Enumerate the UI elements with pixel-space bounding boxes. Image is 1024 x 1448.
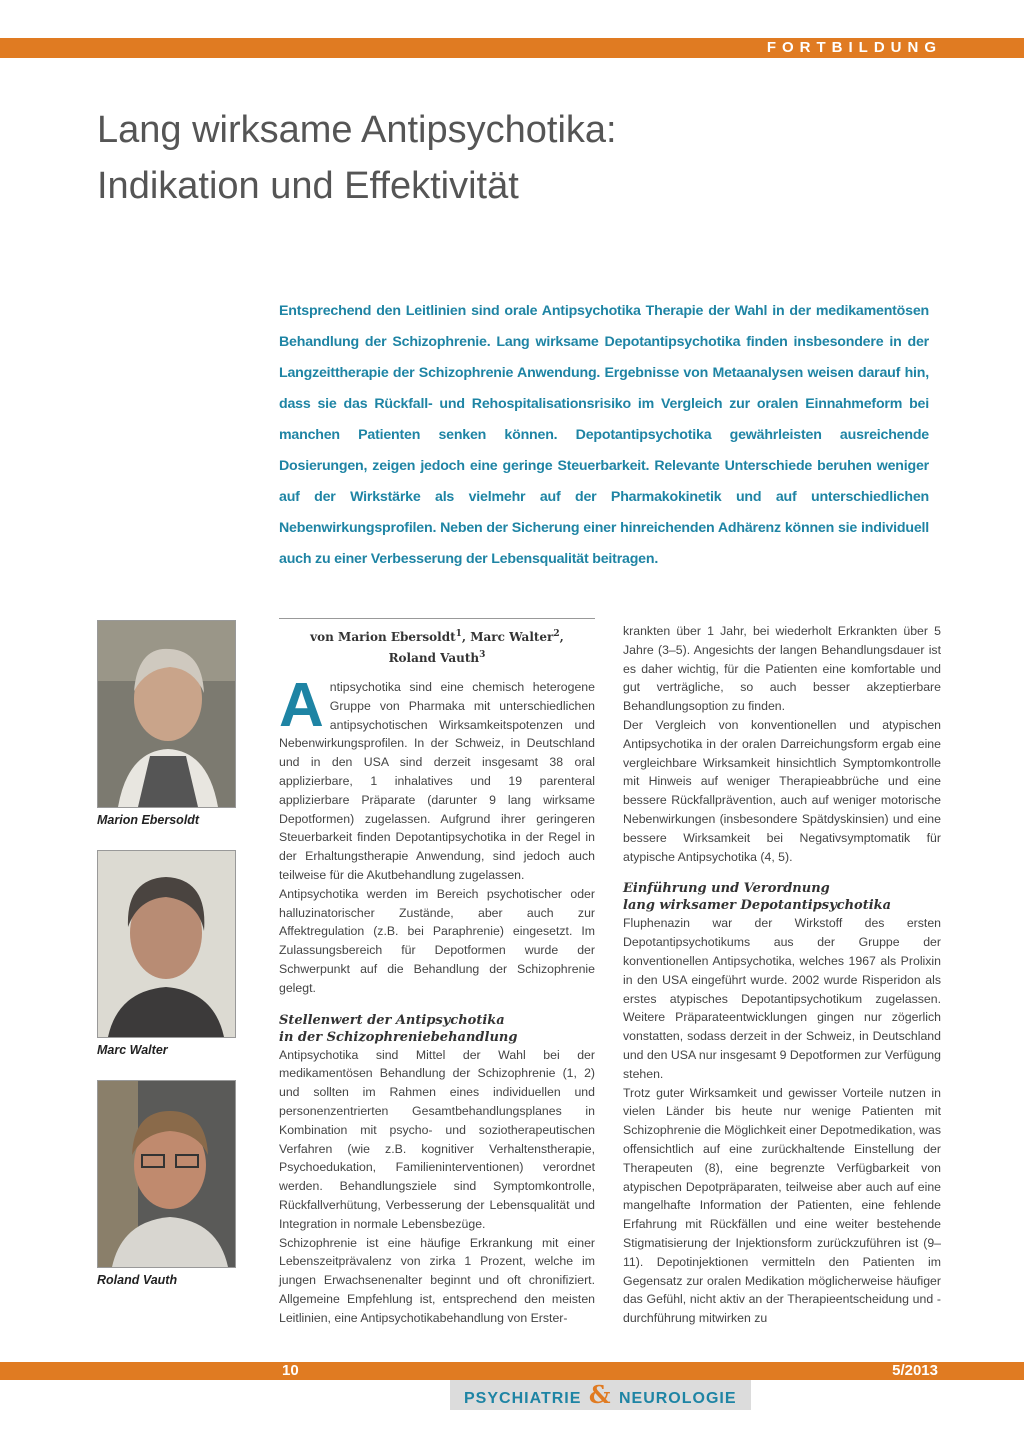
journal-logo: PSYCHIATRIE & NEUROLOGIE — [450, 1380, 751, 1410]
issue-number: 5/2013 — [892, 1362, 938, 1379]
author-byline: von Marion Ebersoldt$^1$, Marc Walter$^2$, Roland Vauth$^3$ — [279, 618, 595, 667]
article-title — [97, 102, 617, 214]
page-number: 10 — [282, 1362, 299, 1379]
col2-paragraph-4: Trotz guter Wirksamkeit und gewisser Vorteile nutzen in vielen Länder bis heute nur wenige Patienten mit Schizophrenie die Möglichkeit einer Depotmedikation, was offensichtlich auf eine zurückhaltende Einstellung der Therapeuten (8), eine begrenzte Verfügbarkeit von atypischen Depotpräparaten, teilweise aber auch auf eine mangelhafte Information der Patienten, eine fehlende Erfahrung mit Rückfällen und eine weiter bestehende Stigmatisierung der Injektionsform zurückzuführen ist (9–11). Depotinjektionen vermitteln den Patienten im Gegensatz zur oralen Medikation möglicherweise häufiger das Gefühl, nicht aktiv an der Therapieentscheidung und -durchführung mitwirken zu — [623, 1085, 941, 1326]
section-label: FORTBILDUNG — [766, 39, 942, 56]
author-caption-ebersoldt: Marion Ebersoldt — [97, 813, 200, 827]
col1-heading: Stellenwert der Antipsychotika in der Schizophreniebehandlung — [279, 1012, 518, 1045]
footer-bar — [0, 1362, 1024, 1380]
author-1: Marion Ebersoldt — [338, 630, 456, 644]
col2-paragraph-1: krankten über 1 Jahr, bei wiederholt Erkrankten über 5 Jahre (3–5). Angesichts der langen Behandlungsdauer ist es daher wichtig, für die Patienten eine komfortable und gut verträgliche, so auch besser akzeptierbare Behandlungsoption zu finden. — [623, 624, 941, 714]
author-photo-ebersoldt — [97, 620, 236, 808]
article-title-line1: Lang wirksame Antipsychotika: — [97, 109, 617, 151]
section-header-bar — [0, 38, 1024, 58]
author-photo-vauth — [97, 1080, 236, 1268]
author-caption-vauth: Roland Vauth — [97, 1273, 178, 1287]
col1-paragraph-1: Antipsychotika sind eine chemisch heterogene Gruppe von Pharmaka mit unterschiedlichen antipsychotischen Wirksamkeitspotenzen und Nebenwirkungsprofilen. In der Schweiz, in Deutschland und in den USA sind derzeit insgesamt 38 oral applizierbare, 1 inhalatives und 19 parenteral applizierbare Präparate (darunter 9 lang wirksame Depotformen) zugelassen. Aufgrund ihrer geringeren Steuerbarkeit finden Depotantipsychotika in der Regel in der Erhaltungstherapie Anwendung, sind jedoch auch teilweise für die Akutbehandlung zugelassen. — [279, 671, 595, 882]
author-2: Marc Walter — [470, 630, 554, 644]
author-photo-walter — [97, 850, 236, 1038]
article-title-line2: Indikation und Effektivität — [97, 165, 519, 207]
col2-paragraph-3: Fluphenazin war der Wirkstoff des ersten Depotantipsychotikums aus der Gruppe der konventionellen Antipsychotika, welches 1967 als Prolixin in den USA eingeführt wurde. 2002 wurde Risperidon als erstes atypisches Depotantipsychotikum zugelassen. Weitere Präparateentwicklungen gingen nur zögerlich vonstatten, sodass derzeit in der Schweiz, in Deutschland und den USA nur insgesamt 9 Depotformen zur Verfügung stehen. — [623, 916, 941, 1081]
col1-paragraph-4: Schizophrenie ist eine häufige Erkrankung mit einer Lebenszeitprävalenz von zirka 1 Prozent, welche im jungen Erwachsenenalter beginnt und oft chronifiziert. Allgemeine Empfehlung ist, entsprechend den meisten Leitlinien, eine Antipsychotikabehandlung von Erster- — [279, 1235, 595, 1325]
text-column-1 — [279, 671, 595, 1328]
col1-paragraph-2: Antipsychotika werden im Bereich psychotischer oder halluzinatorischer Zustände, aber auch zur Affektregulation (z.B. bei Paraphrenie) eingesetzt. Im Zulassungsbereich für Depotformen wurde der Schwerpunkt auf die Behandlung der Schizophrenie gelegt. — [279, 886, 595, 995]
col2-heading: Einführung und Verordnung lang wirksamer Depotantipsychotika — [623, 881, 892, 914]
lead-paragraph: Entsprechend den Leitlinien sind orale Antipsychotika Therapie der Wahl in der medikamentösen Behandlung der Schizophrenie. Lang wirksame Depotantipsychotika finden insbesondere in der Langzeittherapie der Schizophrenie Anwendung. Ergebnisse von Metaanalysen weisen darauf hin, dass sie das Rückfall- und Rehospitalisationsrisiko im Vergleich zur oralen Einnahmeform bei manchen Patienten senken können. Depotantipsychotika gewährleisten ausreichende Dosierungen, zeigen jedoch eine geringe Steuerbarkeit. Relevante Unterschiede beruhen weniger auf der Wirkstärke als vielmehr auf der Pharmakokinetik und auf unterschiedlichen Nebenwirkungsprofilen. Neben der Sicherung einer hinreichenden Adhärenz können sie individuell auch zu einer Verbesserung der Lebensqualität beitragen. — [279, 303, 929, 567]
author-3: Roland Vauth — [388, 651, 480, 665]
author-caption-walter: Marc Walter — [97, 1043, 168, 1057]
col1-paragraph-3: Antipsychotika sind Mittel der Wahl bei der medikamentösen Behandlung der Schizophrenie (1, 2) und sollten im Rahmen eines individuellen und personenzentrierten Gesamtbehandlungsplanes in Kombination mit psycho- und soziotherapeutischen Verfahren (wie z.B. kognitiver Verhaltenstherapie, Psychoedukation, Familieninterventionen) verordnet werden. Behandlungsziele sind Symptomkontrolle, Rückfallverhütung, Verbesserung der Lebensqualität und Integration in normale Lebensbezüge. — [279, 1047, 595, 1231]
dropcap: A — [279, 671, 324, 740]
col2-paragraph-2: Der Vergleich von konventionellen und atypischen Antipsychotika in der oralen Darreichungsform ergab eine vergleichbare Wirksamkeit hinsichtlich Symptomkontrolle mit Hinweis auf weniger Therapieabbrüche und eine bessere Rückfallprävention, auch auf weniger motorische Nebenwirkungen (insbesondere Spätdyskinsien) und eine bessere Wirksamkeit bei Negativsymptomatik für atypische Antipsychotika (4, 5). — [623, 717, 941, 864]
text-column-2 — [623, 622, 941, 1328]
